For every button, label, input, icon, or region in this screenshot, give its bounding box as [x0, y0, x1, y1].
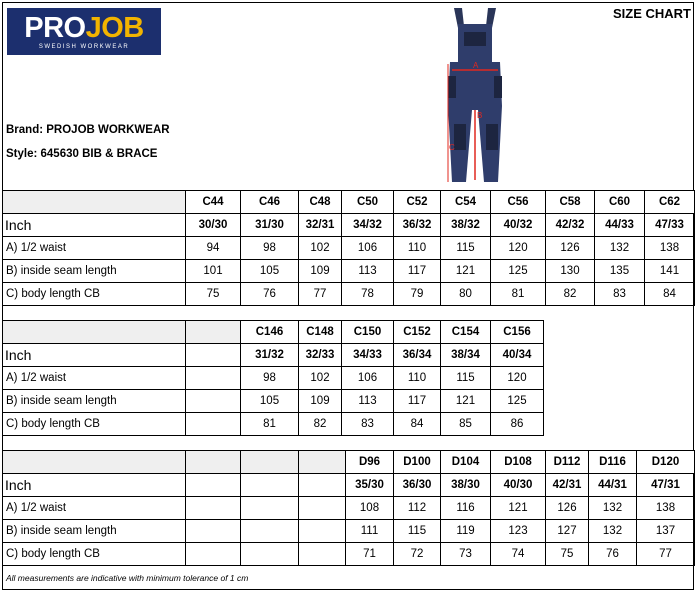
table2-row-waist — [3, 367, 544, 390]
table2-size: C152 — [394, 321, 441, 344]
table1-cell: 79 — [394, 283, 441, 306]
table2-cell: 115 — [441, 367, 491, 390]
style-text: Style: 645630 BIB & BRACE — [6, 148, 158, 160]
table3-cell: 76 — [589, 543, 637, 566]
table3-empty — [186, 497, 241, 520]
table1-cell: 135 — [595, 260, 645, 283]
table2-empty — [186, 413, 241, 436]
table2-cell: 83 — [342, 413, 394, 436]
table1-inch-cell: 38/32 — [441, 214, 491, 237]
table1-row-label: C) body length CB — [3, 283, 186, 306]
table3-empty — [186, 520, 241, 543]
table3-cell: 112 — [394, 497, 441, 520]
logo-tagline: SWEDISH WORKWEAR — [38, 44, 130, 50]
table2-row-label: B) inside seam length — [3, 390, 186, 413]
table1-row-waist — [3, 237, 695, 260]
bib-brace-image — [440, 6, 510, 186]
table2-size: C156 — [491, 321, 544, 344]
table2-cell: 121 — [441, 390, 491, 413]
table1-size: C58 — [546, 191, 595, 214]
table3-inch-cell: 40/30 — [491, 474, 546, 497]
table2-cell: 102 — [299, 367, 342, 390]
table2-cell: 109 — [299, 390, 342, 413]
table1-row-label: B) inside seam length — [3, 260, 186, 283]
table3-cell: 77 — [637, 543, 695, 566]
table3-cell: 121 — [491, 497, 546, 520]
table1-row-body — [3, 283, 695, 306]
table3-empty — [299, 543, 346, 566]
table2-corner — [3, 321, 186, 344]
table2-cell: 125 — [491, 390, 544, 413]
table1-cell: 102 — [299, 237, 342, 260]
table2-empty — [186, 321, 241, 344]
projob-logo — [7, 8, 161, 55]
table3-size: D104 — [441, 451, 491, 474]
table2-inch-cell: 34/33 — [342, 344, 394, 367]
table3-cell: 73 — [441, 543, 491, 566]
table3-empty — [241, 543, 299, 566]
table1-size: C60 — [595, 191, 645, 214]
table3-cell: 132 — [589, 520, 637, 543]
table3-size: D120 — [637, 451, 695, 474]
table3-inch-cell: 35/30 — [346, 474, 394, 497]
table2-row-label: A) 1/2 waist — [3, 367, 186, 390]
table1-cell: 82 — [546, 283, 595, 306]
table3-inch-cell: 42/31 — [546, 474, 589, 497]
table2-cell: 86 — [491, 413, 544, 436]
table2-cell: 84 — [394, 413, 441, 436]
table1-size: C46 — [241, 191, 299, 214]
table3-row-label: A) 1/2 waist — [3, 497, 186, 520]
table3-cell: 115 — [394, 520, 441, 543]
table3-size: D112 — [546, 451, 589, 474]
table3-corner — [3, 451, 186, 474]
table1-inch-row — [3, 214, 695, 237]
table2-inch-cell: 31/32 — [241, 344, 299, 367]
table1-cell: 80 — [441, 283, 491, 306]
table1-cell: 109 — [299, 260, 342, 283]
table2-inch-row — [3, 344, 544, 367]
table1-cell: 101 — [186, 260, 241, 283]
table1-cell: 83 — [595, 283, 645, 306]
table1-cell: 106 — [342, 237, 394, 260]
table3-size: D96 — [346, 451, 394, 474]
table3-inch-row — [3, 474, 695, 497]
table3-cell: 108 — [346, 497, 394, 520]
table1-inch-cell: 34/32 — [342, 214, 394, 237]
table3-inch-cell: 36/30 — [394, 474, 441, 497]
logo-part1: PRO — [24, 12, 86, 44]
brand-text: Brand: PROJOB WORKWEAR — [6, 124, 170, 136]
table3-empty — [299, 520, 346, 543]
table1-cell: 121 — [441, 260, 491, 283]
table1-cell: 105 — [241, 260, 299, 283]
table2-inch-cell: 40/34 — [491, 344, 544, 367]
table2-empty — [186, 390, 241, 413]
table3-inch-cell: 44/31 — [589, 474, 637, 497]
logo-part2: JOB — [85, 12, 144, 44]
table1-inch-cell: 40/32 — [491, 214, 546, 237]
table2-inch-cell: 36/34 — [394, 344, 441, 367]
table2-row-seam — [3, 390, 544, 413]
table3-empty — [186, 543, 241, 566]
table1-corner — [3, 191, 186, 214]
table3-row-body — [3, 543, 695, 566]
label-a: A — [473, 61, 479, 70]
table1-cell: 115 — [441, 237, 491, 260]
table1-size: C50 — [342, 191, 394, 214]
table3-empty — [186, 451, 241, 474]
size-table-2 — [2, 320, 544, 436]
table1-cell: 76 — [241, 283, 299, 306]
table1-inch-cell: 44/33 — [595, 214, 645, 237]
table2-size: C146 — [241, 321, 299, 344]
page-title: SIZE CHART — [613, 6, 691, 21]
table3-size: D100 — [394, 451, 441, 474]
table3-empty — [186, 474, 241, 497]
table1-cell: 84 — [645, 283, 695, 306]
table1-row-seam — [3, 260, 695, 283]
table3-cell: 137 — [637, 520, 695, 543]
size-table-3 — [2, 450, 695, 566]
table1-size: C54 — [441, 191, 491, 214]
table3-cell: 132 — [589, 497, 637, 520]
table2-cell: 81 — [241, 413, 299, 436]
table1-size: C44 — [186, 191, 241, 214]
table1-cell: 132 — [595, 237, 645, 260]
table2-inch-cell: 32/33 — [299, 344, 342, 367]
table1-cell: 125 — [491, 260, 546, 283]
table1-cell: 77 — [299, 283, 342, 306]
table3-row-label: B) inside seam length — [3, 520, 186, 543]
table3-empty — [299, 474, 346, 497]
table2-cell: 117 — [394, 390, 441, 413]
table3-cell: 127 — [546, 520, 589, 543]
table3-cell: 75 — [546, 543, 589, 566]
table3-cell: 126 — [546, 497, 589, 520]
table1-cell: 138 — [645, 237, 695, 260]
table3-inch-label: Inch — [3, 474, 186, 497]
table2-cell: 85 — [441, 413, 491, 436]
table3-size: D108 — [491, 451, 546, 474]
table1-inch-cell: 31/30 — [241, 214, 299, 237]
table1-inch-label: Inch — [3, 214, 186, 237]
size-table-1 — [2, 190, 695, 306]
table3-header-row — [3, 451, 695, 474]
table1-size: C48 — [299, 191, 342, 214]
table1-cell: 78 — [342, 283, 394, 306]
table2-cell: 120 — [491, 367, 544, 390]
table1-inch-cell: 42/32 — [546, 214, 595, 237]
table3-cell: 123 — [491, 520, 546, 543]
table2-size: C154 — [441, 321, 491, 344]
table3-row-waist — [3, 497, 695, 520]
table3-empty — [241, 474, 299, 497]
label-c: C — [449, 143, 455, 152]
table2-row-body — [3, 413, 544, 436]
table1-cell: 75 — [186, 283, 241, 306]
table2-inch-cell: 38/34 — [441, 344, 491, 367]
table3-cell: 111 — [346, 520, 394, 543]
table3-cell: 71 — [346, 543, 394, 566]
table2-cell: 113 — [342, 390, 394, 413]
table2-size: C148 — [299, 321, 342, 344]
table2-row-label: C) body length CB — [3, 413, 186, 436]
table3-row-seam — [3, 520, 695, 543]
table1-cell: 94 — [186, 237, 241, 260]
table3-cell: 116 — [441, 497, 491, 520]
table1-size: C62 — [645, 191, 695, 214]
table2-header-row — [3, 321, 544, 344]
table3-empty — [299, 451, 346, 474]
table3-row-label: C) body length CB — [3, 543, 186, 566]
table2-inch-label: Inch — [3, 344, 186, 367]
table3-inch-cell: 38/30 — [441, 474, 491, 497]
table1-row-label: A) 1/2 waist — [3, 237, 186, 260]
table3-empty — [299, 497, 346, 520]
table1-cell: 141 — [645, 260, 695, 283]
table2-cell: 82 — [299, 413, 342, 436]
table1-size: C56 — [491, 191, 546, 214]
table2-cell: 106 — [342, 367, 394, 390]
table1-cell: 117 — [394, 260, 441, 283]
table3-size: D116 — [589, 451, 637, 474]
table1-cell: 110 — [394, 237, 441, 260]
table3-inch-cell: 47/31 — [637, 474, 695, 497]
table1-cell: 120 — [491, 237, 546, 260]
table1-cell: 98 — [241, 237, 299, 260]
table2-cell: 98 — [241, 367, 299, 390]
table2-cell: 105 — [241, 390, 299, 413]
table3-empty — [241, 497, 299, 520]
table1-cell: 130 — [546, 260, 595, 283]
table1-cell: 126 — [546, 237, 595, 260]
table2-empty — [186, 367, 241, 390]
table1-header-row — [3, 191, 695, 214]
table1-cell: 113 — [342, 260, 394, 283]
table2-cell: 110 — [394, 367, 441, 390]
table1-inch-cell: 47/33 — [645, 214, 695, 237]
table1-inch-cell: 32/31 — [299, 214, 342, 237]
footnote: All measurements are indicative with minimum tolerance of 1 cm — [6, 573, 249, 583]
table2-empty — [186, 344, 241, 367]
table1-inch-cell: 30/30 — [186, 214, 241, 237]
label-b: B — [477, 111, 483, 120]
table3-cell: 119 — [441, 520, 491, 543]
table3-cell: 72 — [394, 543, 441, 566]
table3-empty — [241, 451, 299, 474]
table3-cell: 138 — [637, 497, 695, 520]
logo-wordmark — [7, 13, 161, 43]
table1-inch-cell: 36/32 — [394, 214, 441, 237]
table1-cell: 81 — [491, 283, 546, 306]
table1-size: C52 — [394, 191, 441, 214]
table3-cell: 74 — [491, 543, 546, 566]
table3-empty — [241, 520, 299, 543]
table2-size: C150 — [342, 321, 394, 344]
